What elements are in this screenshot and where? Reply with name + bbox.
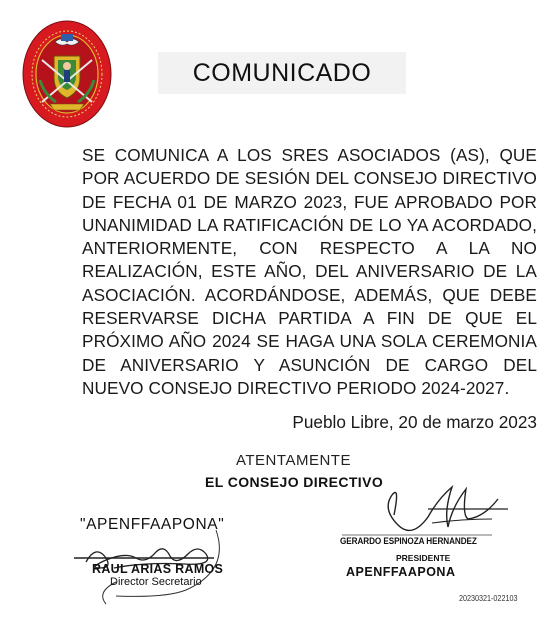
association-emblem-icon xyxy=(22,20,112,128)
left-signatory-name: RAUL ARIAS RAMOS xyxy=(92,562,224,576)
communique-body: SE COMUNICA A LOS SRES ASOCIADOS (AS), QUE POR ACUERDO DE SESIÓN DEL CONSEJO DIRECTIVO DE FECHA 01 DE MARZO 2023, FUE APROBADO POR UNANIMIDAD LA RATIFICACIÓN DE LO YA ACORDADO, ANTERIORMENTE, CON RESPECTO A LA NO REALIZACIÓN, ESTE AÑO, DEL ANIVERSARIO DE LA ASOCIACIÓN. ACORDÁNDOSE, ADEMÁS, QUE DEBE RESERVARSE DICHA PARTIDA A FIN DE QUE EL PRÓXIMO AÑO 2024 SE HAGA UNA SOLA CEREMONIA DE ANIVERSARIO Y ASUNCIÓN DE CARGO DEL NUEVO CONSEJO DIRECTIVO PERIODO 2024-2027. xyxy=(82,145,537,398)
right-signatory-org: APENFFAAPONA xyxy=(346,565,456,579)
closing-regards: ATENTAMENTE xyxy=(236,452,351,469)
page-title: COMUNICADO xyxy=(192,58,372,87)
association-logo xyxy=(22,20,112,128)
title-box xyxy=(158,52,406,94)
right-signatory-role: PRESIDENTE xyxy=(396,553,451,563)
left-signatory-org: "APENFFAAPONA" xyxy=(80,516,225,533)
place-date: Pueblo Libre, 20 de marzo 2023 xyxy=(292,412,537,432)
document-code: 20230321-022103 xyxy=(459,594,518,603)
left-signatory-role: Director Secretario xyxy=(110,576,202,588)
signatory-body: EL CONSEJO DIRECTIVO xyxy=(205,474,384,490)
right-signatory-name: GERARDO ESPINOZA HERNANDEZ xyxy=(340,536,477,547)
